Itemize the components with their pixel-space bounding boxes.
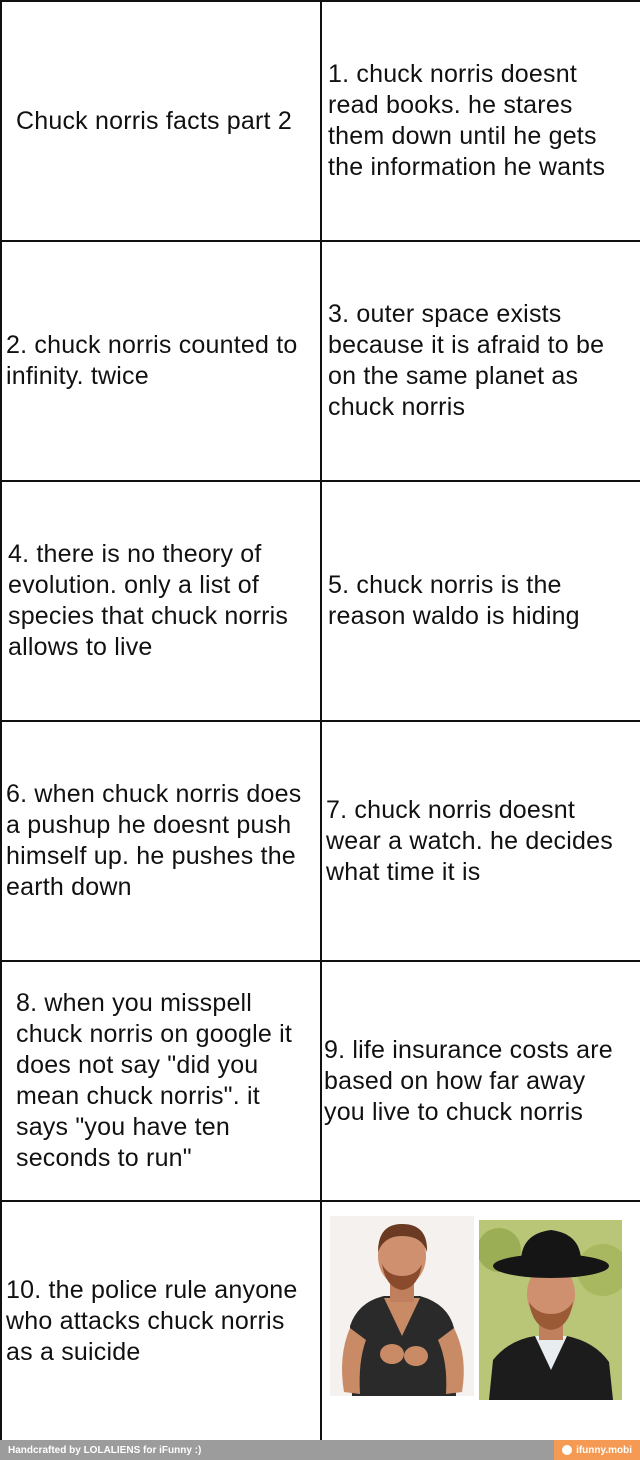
fact-cell-4	[2, 482, 322, 722]
fact-cell-9	[322, 962, 640, 1202]
fact-text-9: 9. life insurance costs are based on how far away you live to chuck norris	[324, 1035, 613, 1126]
fact-cell-10	[2, 1202, 322, 1442]
fact-cell-6	[2, 722, 322, 962]
fact-text-3: 3. outer space exists because it is afraid to be on the same planet as chuck norris	[328, 300, 605, 421]
chuck-norris-cowboy-hat-photo	[479, 1220, 622, 1400]
fact-cell-7	[322, 722, 640, 962]
photo-cell	[322, 1202, 640, 1442]
fact-text-5: 5. chuck norris is the reason waldo is hiding	[328, 571, 580, 630]
smile-icon	[562, 1445, 572, 1455]
footer-site-text: ifunny.mobi	[576, 1444, 632, 1456]
fact-text-10: 10. the police rule anyone who attacks chuck norris as a suicide	[6, 1275, 298, 1366]
fact-text-8: 8. when you misspell chuck norris on google it does not say "did you mean chuck norris". it says "you have ten seconds to run"	[16, 989, 292, 1172]
fact-text-4: 4. there is no theory of evolution. only a list of species that chuck norris allows to live	[8, 540, 289, 661]
fact-cell-1	[322, 2, 640, 242]
fact-cell-8	[2, 962, 322, 1202]
footer-site-badge[interactable]	[554, 1440, 640, 1460]
fact-text-6: 6. when chuck norris does a pushup he doesnt push himself up. he pushes the earth down	[6, 780, 302, 901]
title-cell	[2, 2, 322, 242]
title-text: Chuck norris facts part 2	[16, 106, 292, 135]
fact-text-2: 2. chuck norris counted to infinity. twice	[6, 331, 298, 390]
fact-cell-2	[2, 242, 322, 482]
fact-text-1: 1. chuck norris doesnt read books. he stares them down until he gets the information he wants	[328, 60, 606, 181]
chuck-norris-vest-photo	[330, 1216, 474, 1396]
fact-text-7: 7. chuck norris doesnt wear a watch. he decides what time it is	[326, 795, 613, 886]
fact-cell-3	[322, 242, 640, 482]
footer-credit: Handcrafted by LOLALIENS for iFunny :)	[8, 1444, 202, 1456]
fact-cell-5	[322, 482, 640, 722]
footer-bar	[0, 1440, 640, 1460]
